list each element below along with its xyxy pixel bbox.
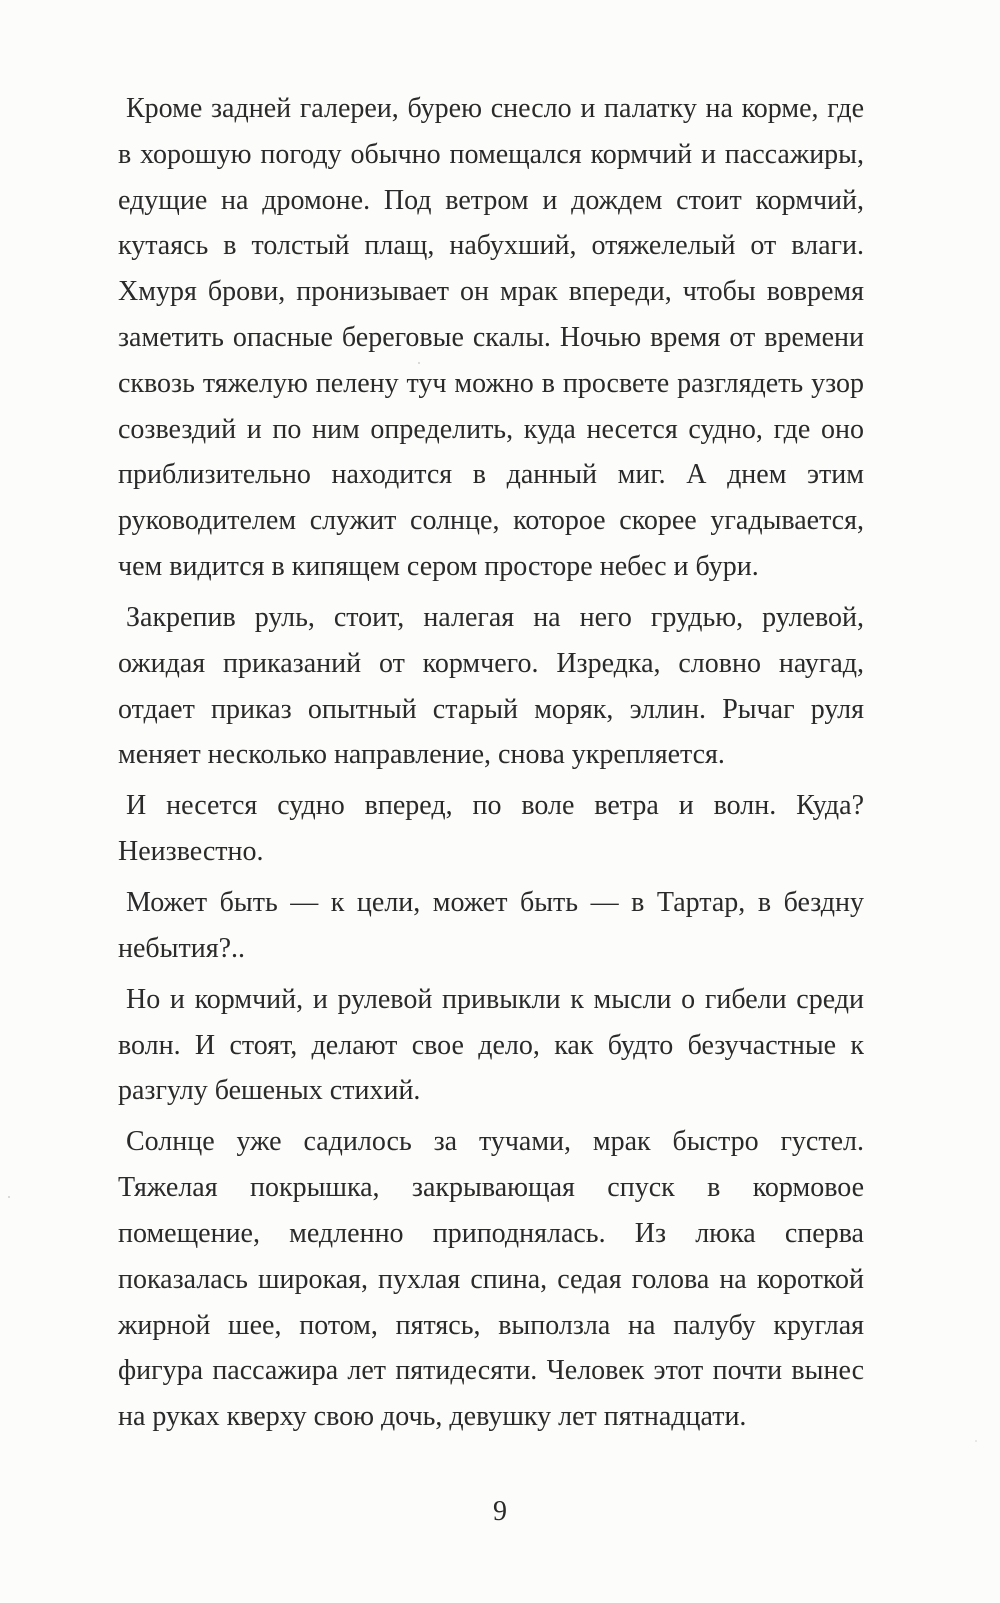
paragraph: Может быть — к цели, может быть — в Тартар, в бездну небытия?.. <box>118 887 864 964</box>
paper-speck <box>8 1196 10 1198</box>
paragraph: Солнце уже садилось за тучами, мрак быстро густел. Тяжелая покрышка, закрывающая спуск в кормовое помещение, медленно приподнялась. Из люка сперва показалась широкая, пухлая спина, седая голова на короткой жирной шее, потом, пятясь, выползла на палубу круглая фигура пассажира лет пятидесяти. Человек этот почти вынес на руках кверху свою дочь, девушку лет пятнадцати. <box>118 1126 864 1433</box>
paragraph: Кроме задней галереи, бурею снесло и палатку на корме, где в хорошую погоду обычно помещался кормчий и пассажиры, едущие на дромоне. Под ветром и дождем стоит кормчий, кутаясь в толстый плащ, набухший, отяжелелый от влаги. Хмуря брови, пронизывает он мрак впереди, чтобы вовремя заметить опасные береговые скалы. Ночью время от времени сквозь тяжелую пелену туч можно в просвете разглядеть узор созвездий и по ним определить, куда несется судно, где оно приблизительно находится в данный миг. А днем этим руководителем служит солнце, которое скорее угадывается, чем видится в кипящем сером просторе небес и бури. <box>118 93 864 582</box>
paragraph: И несется судно вперед, по воле ветра и волн. Куда? Неизвестно. <box>118 790 864 868</box>
body-text <box>118 86 864 1445</box>
paper-speck <box>418 362 420 364</box>
paragraph: Закрепив руль, стоит, налегая на него грудью, рулевой, ожидая приказаний от кормчего. Изредка, словно наугад, отдает приказ опытный старый моряк, эллин. Рычаг руля меняет несколько направление, снова укрепляется. <box>118 601 864 771</box>
paper-speck <box>975 1440 977 1442</box>
page-number: 9 <box>493 1496 507 1527</box>
paragraph: Но и кормчий, и рулевой привыкли к мысли о гибели среди волн. И стоят, делают свое дело, как будто безучастные к разгулу бешеных стихий. <box>118 983 864 1107</box>
